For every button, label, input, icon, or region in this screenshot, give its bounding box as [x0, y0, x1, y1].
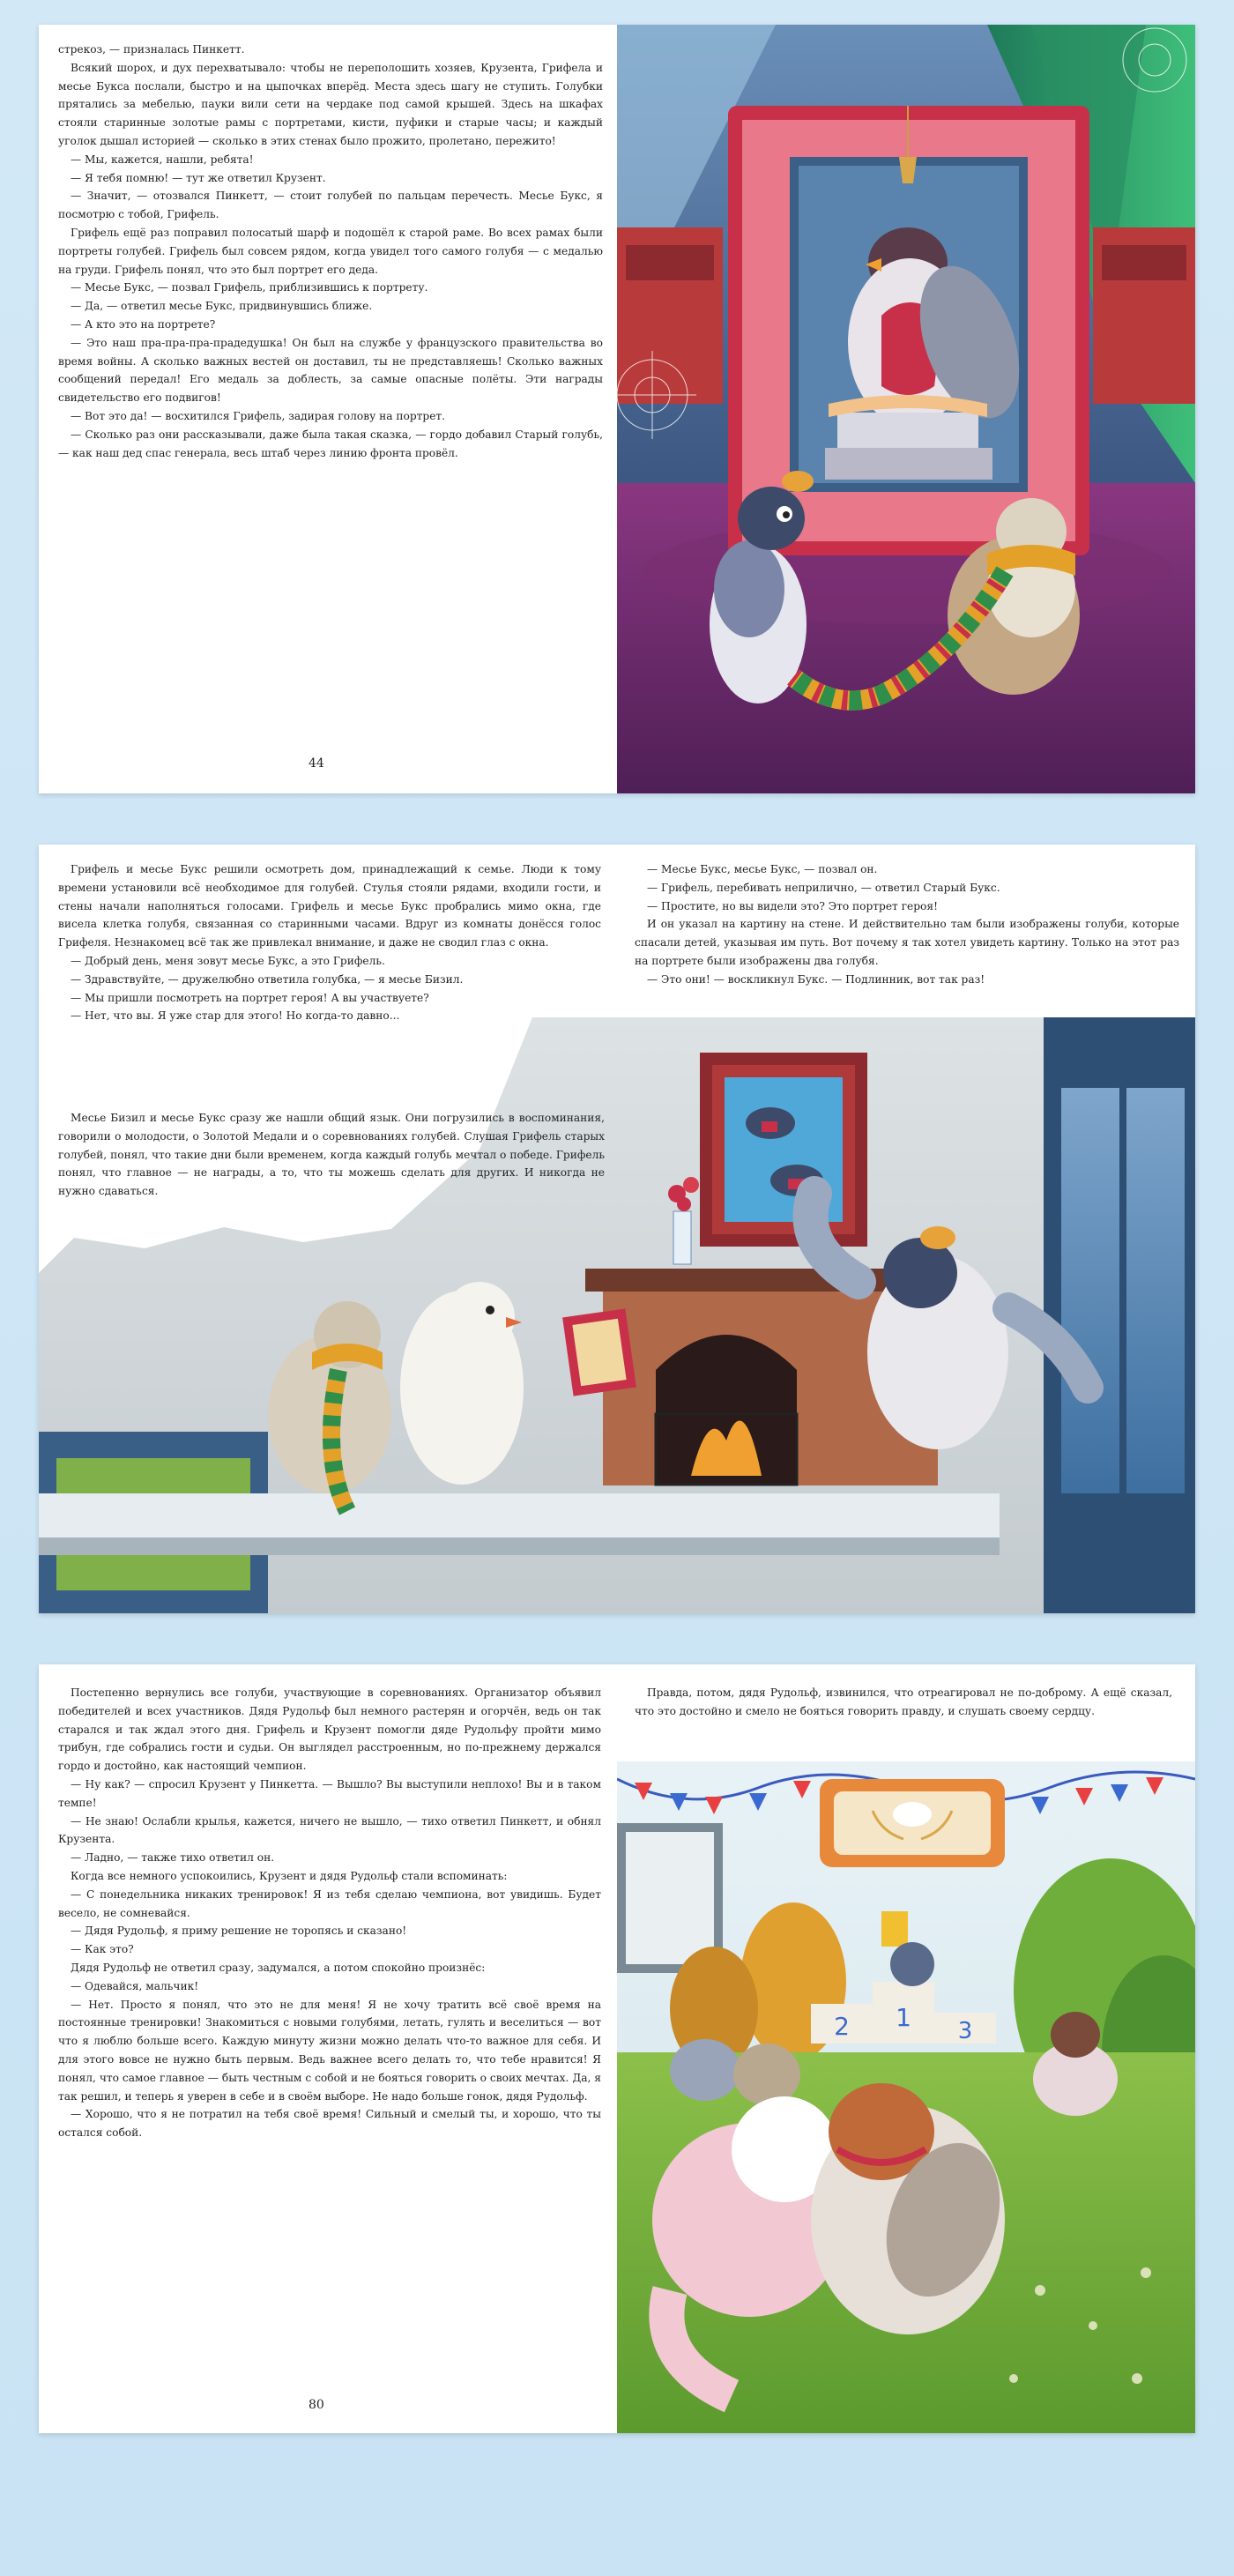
paragraph: И он указал на картину на стене. И действительно там были изображены голуби, которые спасали детей, указывая им путь. Вот почему я так хотел увидеть картину. Только на этот раз на портрете были изображены два голубя. — [635, 918, 1179, 967]
paragraph: — Мы пришли посмотреть на портрет героя! А вы участвуете? — [71, 991, 429, 1004]
paragraph: — Ладно, — также тихо ответил он. — [71, 1851, 275, 1865]
paragraph: — Это они! — воскликнул Букс. — Подлинник, вот так раз! — [647, 972, 985, 986]
paragraph: — Месье Букс, месье Букс, — позвал он. — [647, 863, 878, 875]
paragraph: — Я тебя помню! — тут же ответил Крузент. — [71, 171, 326, 184]
paragraph: — Месье Букс, — позвал Грифель, приблизившись к портрету. — [71, 281, 428, 294]
text-column-left-top — [58, 860, 601, 1025]
book-spread-1 — [39, 25, 1195, 793]
paragraph: — Как это? — [71, 1943, 134, 1956]
paragraph: Правда, потом, дядя Рудольф, извинился, что отреагировал не по-доброму. А ещё сказал, что это достойно и смело не бояться говорить правду, и слушать своему сердцу. — [635, 1686, 1172, 1717]
paragraph: — Одевайся, мальчик! — [71, 1979, 199, 1992]
paragraph: — Ну как? — спросил Крузент у Пинкетта. — Вышло? Вы выступили неплохо! Вы и в таком темпе! — [58, 1777, 601, 1809]
paragraph: — Вот это да! — восхитился Грифель, задирая голову на портрет. — [71, 409, 446, 422]
text-column-right-top — [635, 860, 1179, 989]
paragraph: Месье Бизил и месье Букс сразу же нашли общий язык. Они погрузились в воспоминания, говорили о молодости, о Золотой Медали и о соревнованиях голубей. Слушая Грифель старых голубей, понял, что такие дни были временем, когда каждый голубь мечтал о победе. Грифель понял, что главное — не награды, а то, что ты можешь сделать для других. И никогда не нужно сдаваться. — [58, 1112, 605, 1198]
text-column-left — [58, 41, 603, 462]
paragraph: — Хорошо, что я не потратил на тебя своё время! Сильный и смелый ты, и хорошо, что ты остался собой. — [58, 2108, 601, 2140]
text-column-right — [635, 1684, 1172, 1721]
paragraph: — Мы, кажется, нашли, ребята! — [71, 153, 254, 166]
text-column-left-middle — [58, 1109, 605, 1201]
page-number: 44 — [308, 756, 324, 771]
book-spread-3 — [39, 1664, 1195, 2433]
paragraph: Когда все немного успокоились, Крузент и дядя Рудольф стали вспоминать: — [71, 1869, 508, 1882]
paragraph: — Грифель, перебивать неприлично, — ответил Старый Букс. — [647, 881, 1000, 894]
paragraph: — С понедельника никаких тренировок! Я из тебя сделаю чемпиона, вот увидишь. Будет весело, не сомневайся. — [58, 1887, 601, 1919]
paragraph: — Да, — ответил месье Букс, придвинувшись ближе. — [71, 300, 373, 313]
paragraph: стрекоз, — призналась Пинкетт. — [58, 43, 245, 56]
illustration-competition-park — [617, 1761, 1195, 2433]
paragraph: — Значит, — отозвался Пинкетт, — стоит голубей по пальцам перечесть. Месье Букс, я посмотрю с тобой, Грифель. — [58, 190, 603, 221]
paragraph: — А кто это на портрете? — [71, 317, 216, 331]
podium-number-1: 1 — [896, 2003, 911, 2032]
paragraph: — Добрый день, меня зовут месье Букс, а это Грифель. — [71, 954, 385, 967]
paragraph: — Не знаю! Ослабли крылья, кажется, ничего не вышло, — тихо ответил Пинкетт, и обнял Крузента. — [58, 1814, 601, 1846]
text-column-left — [58, 1684, 601, 2142]
podium-number-3: 3 — [957, 2018, 973, 2044]
page-number: 80 — [308, 2398, 324, 2412]
paragraph: — Это наш пра-пра-пра-прадедушка! Он был на службе у французского правительства во время войны. А сколько важных вестей он доставил, ты не представляешь! Сколько важных сообщений передал! Его медаль за доблесть, за самые опасные полёты. Эти награды свидетельство его подвигов! — [58, 336, 603, 405]
paragraph: Постепенно вернулись все голуби, участвующие в соревнованиях. Организатор объявил победителей и всех участников. Дядя Рудольф был немного растерян и огорчён, ведь он так старался и так ждал этого дня. Грифель и Крузент помогли дяде Рудольфу пройти мимо трибун, где собрались гости и судьи. Он выглядел расстроенным, но по-прежнему держался гордо и достойно, как настоящий чемпион. — [58, 1686, 601, 1773]
paragraph: Грифель и месье Букс решили осмотреть дом, принадлежащий к семье. Люди к тому времени установили всё необходимое для голубей. Стулья стояли рядами, входили гости, и стены начали наполняться голосами. Грифель и месье Букс пробрались мимо окна, где висела клетка голубя, связанная со старинными часами. Вдруг из комнаты донёсся голос Грифеля. Незнакомец всё так же привлекал внимание, и даже не сводил глаз с окна. — [58, 863, 601, 949]
illustration-attic-portrait — [617, 25, 1195, 793]
paragraph: Всякий шорох, и дух перехватывало: чтобы не переполошить хозяев, Крузента, Грифела и месье Букса послали, быстро и на цыпочках вперёд. Места здесь шагу не ступить. Голубки прятались за мебелью, пауки вили сети на чердаке под самой крышей. Здесь на шкафах стояли старинные золотые рамы с портретами, кисти, пуфики и старые часы; и каждый уголок дышал историей — сколько в этих стенах было прожито, пролетано, пережито! — [58, 61, 603, 147]
illustration-fireplace-room — [39, 1017, 1195, 1613]
podium-number-2: 2 — [834, 2012, 850, 2041]
paragraph: — Здравствуйте, — дружелюбно ответила голубка, — я месье Бизил. — [71, 972, 464, 986]
paragraph: — Нет, что вы. Я уже стар для этого! Но когда-то давно... — [71, 1009, 400, 1023]
paragraph: — Дядя Рудольф, я приму решение не торопясь и сказано! — [71, 1925, 407, 1938]
paragraph: Дядя Рудольф не ответил сразу, задумался, а потом спокойно произнёс: — [71, 1961, 486, 1974]
paragraph: Грифель ещё раз поправил полосатый шарф и подошёл к старой раме. Во всех рамах были портреты голубей. Грифель был совсем рядом, когда увидел того самого голубя — с медалью на груди. Грифель понял, что это был портрет его деда. — [58, 226, 603, 276]
paragraph: — Нет. Просто я понял, что это не для меня! Я не хочу тратить всё своё время на постоянные тренировки! Знакомиться с новыми голубями, летать, гулять и веселиться — вот что я люблю больше всего. Каждую минуту жизни можно делать что-то важное для себя. И для этого вовсе не нужно быть первым. Ведь важнее всего делать то, что тебе нравится! Я понял, что самое главное — быть честным с собой и не бояться говорить о своих мечтах. Да, я так решил, и теперь я уверен в себе и в своём выборе. Не надо больше гонок, дядя Рудольф. — [58, 1998, 601, 2103]
paragraph: — Сколько раз они рассказывали, даже была такая сказка, — гордо добавил Старый голубь, — как наш дед спас генерала, весь штаб через линию фронта провёл. — [58, 428, 603, 459]
book-spread-2 — [39, 845, 1195, 1613]
paragraph: — Простите, но вы видели это? Это портрет героя! — [647, 899, 938, 912]
